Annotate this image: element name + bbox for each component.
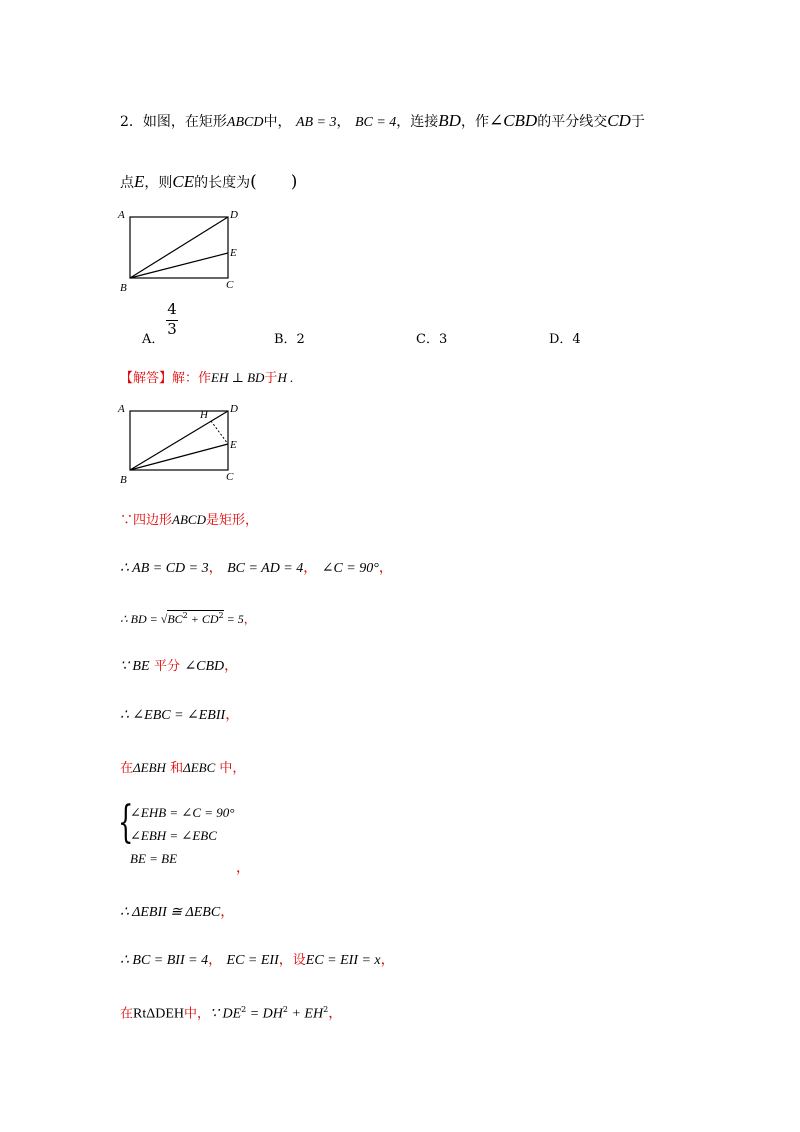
step-9	[120, 1000, 342, 1025]
separator: ，	[378, 560, 393, 576]
label-b: B	[120, 282, 127, 294]
label-d: D	[230, 403, 238, 415]
separator: ，	[224, 658, 239, 674]
solution-text: 于	[264, 371, 278, 386]
question-text: ，连接	[396, 114, 439, 130]
option-d: D．4	[549, 332, 581, 347]
figure-rectangle-1	[116, 205, 246, 295]
cd-segment: CD	[607, 111, 631, 130]
diagonal-bd-2	[130, 411, 228, 470]
option-a-numerator: 4	[167, 300, 177, 318]
step-text: 中，	[184, 1006, 211, 1022]
step-text: 中，	[219, 761, 246, 776]
question-line-2	[120, 172, 297, 193]
question-text: 于	[630, 114, 645, 130]
question-line-1	[120, 111, 645, 133]
exponent: 2	[323, 1005, 329, 1014]
step-3	[120, 606, 256, 629]
ce-segment: CE	[172, 172, 195, 191]
step-7	[120, 902, 234, 923]
math-expr: ∴ BD = √	[120, 612, 168, 626]
math-expr: BC = AD = 4	[227, 561, 304, 576]
question-number: 2．	[120, 114, 143, 130]
exponent: 2	[182, 611, 188, 620]
step-text: 和	[170, 761, 184, 776]
step-4	[120, 656, 238, 677]
separator: ，	[225, 707, 240, 723]
option-b: B．2	[274, 332, 305, 347]
bisector-be-2	[130, 444, 228, 470]
question-text: ，则	[144, 175, 173, 191]
math-expr: ∴ ∠EBC = ∠EBII	[120, 708, 226, 723]
label-c: C	[226, 279, 234, 291]
step-text: 是矩形，	[205, 513, 258, 528]
step-6	[120, 758, 245, 779]
math-expr: + EH	[287, 1006, 324, 1022]
math-expr: ∴ AB = CD = 3	[120, 561, 209, 576]
question-text: 点	[120, 175, 134, 191]
math-expr: ∴ BC = BII = 4	[120, 953, 209, 968]
step-text: 在	[120, 761, 134, 776]
step-text: 平分	[153, 659, 180, 674]
math-expr: BC	[167, 612, 183, 626]
system-line: ∠EBH = ∠EBC	[130, 828, 217, 843]
step-text: 设	[292, 953, 306, 968]
separator: ，	[243, 612, 256, 626]
separator: ，	[208, 952, 223, 968]
angle-cbd: ∠CBD	[488, 111, 538, 130]
exponent: 2	[218, 611, 224, 620]
label-b: B	[120, 474, 127, 486]
math-expr: EC = EII	[226, 953, 279, 968]
separator: ，	[336, 114, 351, 130]
eh-perp-bd: EH ⊥ BD	[211, 370, 265, 385]
option-a	[142, 328, 164, 347]
option-c: C．3	[416, 332, 448, 347]
point-h: H .	[277, 370, 294, 385]
ab-value: AB = 3	[295, 115, 337, 130]
bd-segment: BD	[438, 111, 461, 130]
option-a-label: A．	[142, 332, 165, 347]
step-2	[120, 558, 393, 579]
step-5	[120, 705, 239, 726]
label-a: A	[118, 209, 125, 221]
system-brace: {	[118, 797, 134, 848]
math-expr: ∴ ΔEBII ≅ ΔEBC	[120, 905, 221, 920]
label-e: E	[230, 247, 237, 259]
exponent: 2	[241, 1005, 247, 1014]
equation-system	[130, 802, 234, 871]
solution-text: 解：作	[172, 371, 212, 386]
step-text: 在	[120, 1006, 134, 1022]
math-expr: = 5	[223, 612, 244, 626]
label-d: D	[230, 209, 238, 221]
math-expr: EC = EII = x	[305, 953, 381, 968]
separator: ，	[208, 560, 223, 576]
diagonal-bd	[130, 217, 228, 278]
bc-value: BC = 4	[354, 115, 397, 130]
math-expr: ∠CBD	[184, 659, 225, 674]
math-expr: = DH	[246, 1006, 283, 1022]
label-h: H	[200, 409, 208, 421]
math-expr: ∵ BE	[120, 659, 150, 674]
triangle-deh: RtΔDEH	[133, 1006, 185, 1022]
math-expr: + CD	[187, 612, 219, 626]
question-text: 的长度为	[194, 175, 251, 191]
question-text: 的平分线交	[537, 114, 608, 130]
answer-blank: ( )	[250, 172, 298, 192]
rect-name: ABCD	[172, 512, 206, 527]
separator: ，	[278, 952, 293, 968]
option-a-denominator: 3	[167, 320, 177, 338]
solution-intro	[120, 368, 293, 389]
separator: ，	[380, 952, 395, 968]
step-1	[120, 510, 258, 531]
triangle-ebc: ΔEBC	[183, 760, 216, 775]
separator: ，	[303, 560, 318, 576]
solution-header: 【解答】	[120, 371, 173, 386]
perpendicular-eh	[211, 421, 228, 444]
rect-name: ABCD	[226, 115, 264, 130]
exponent: 2	[282, 1005, 288, 1014]
system-line: BE = BE	[130, 851, 178, 866]
math-expr: ∵ DE	[210, 1006, 242, 1022]
label-c: C	[226, 471, 234, 483]
step-text: ∵四边形	[120, 513, 173, 528]
question-text: 中，	[263, 114, 292, 130]
label-a: A	[118, 403, 125, 415]
system-line: ∠EHB = ∠C = 90°	[130, 805, 235, 820]
question-text: 如图，在矩形	[142, 114, 227, 130]
step-8	[120, 950, 395, 971]
question-text: ，作	[460, 114, 489, 130]
math-expr: ∠C = 90°	[321, 561, 379, 576]
separator: ，	[220, 904, 235, 920]
sqrt-radicand	[167, 610, 223, 626]
bisector-be	[130, 253, 228, 278]
separator: ，	[236, 860, 250, 876]
figure-rectangle-2	[116, 398, 246, 488]
separator: ，	[328, 1005, 343, 1022]
triangle-ebh: ΔEBH	[133, 760, 166, 775]
label-e: E	[230, 439, 237, 451]
point-e: E	[134, 172, 145, 191]
